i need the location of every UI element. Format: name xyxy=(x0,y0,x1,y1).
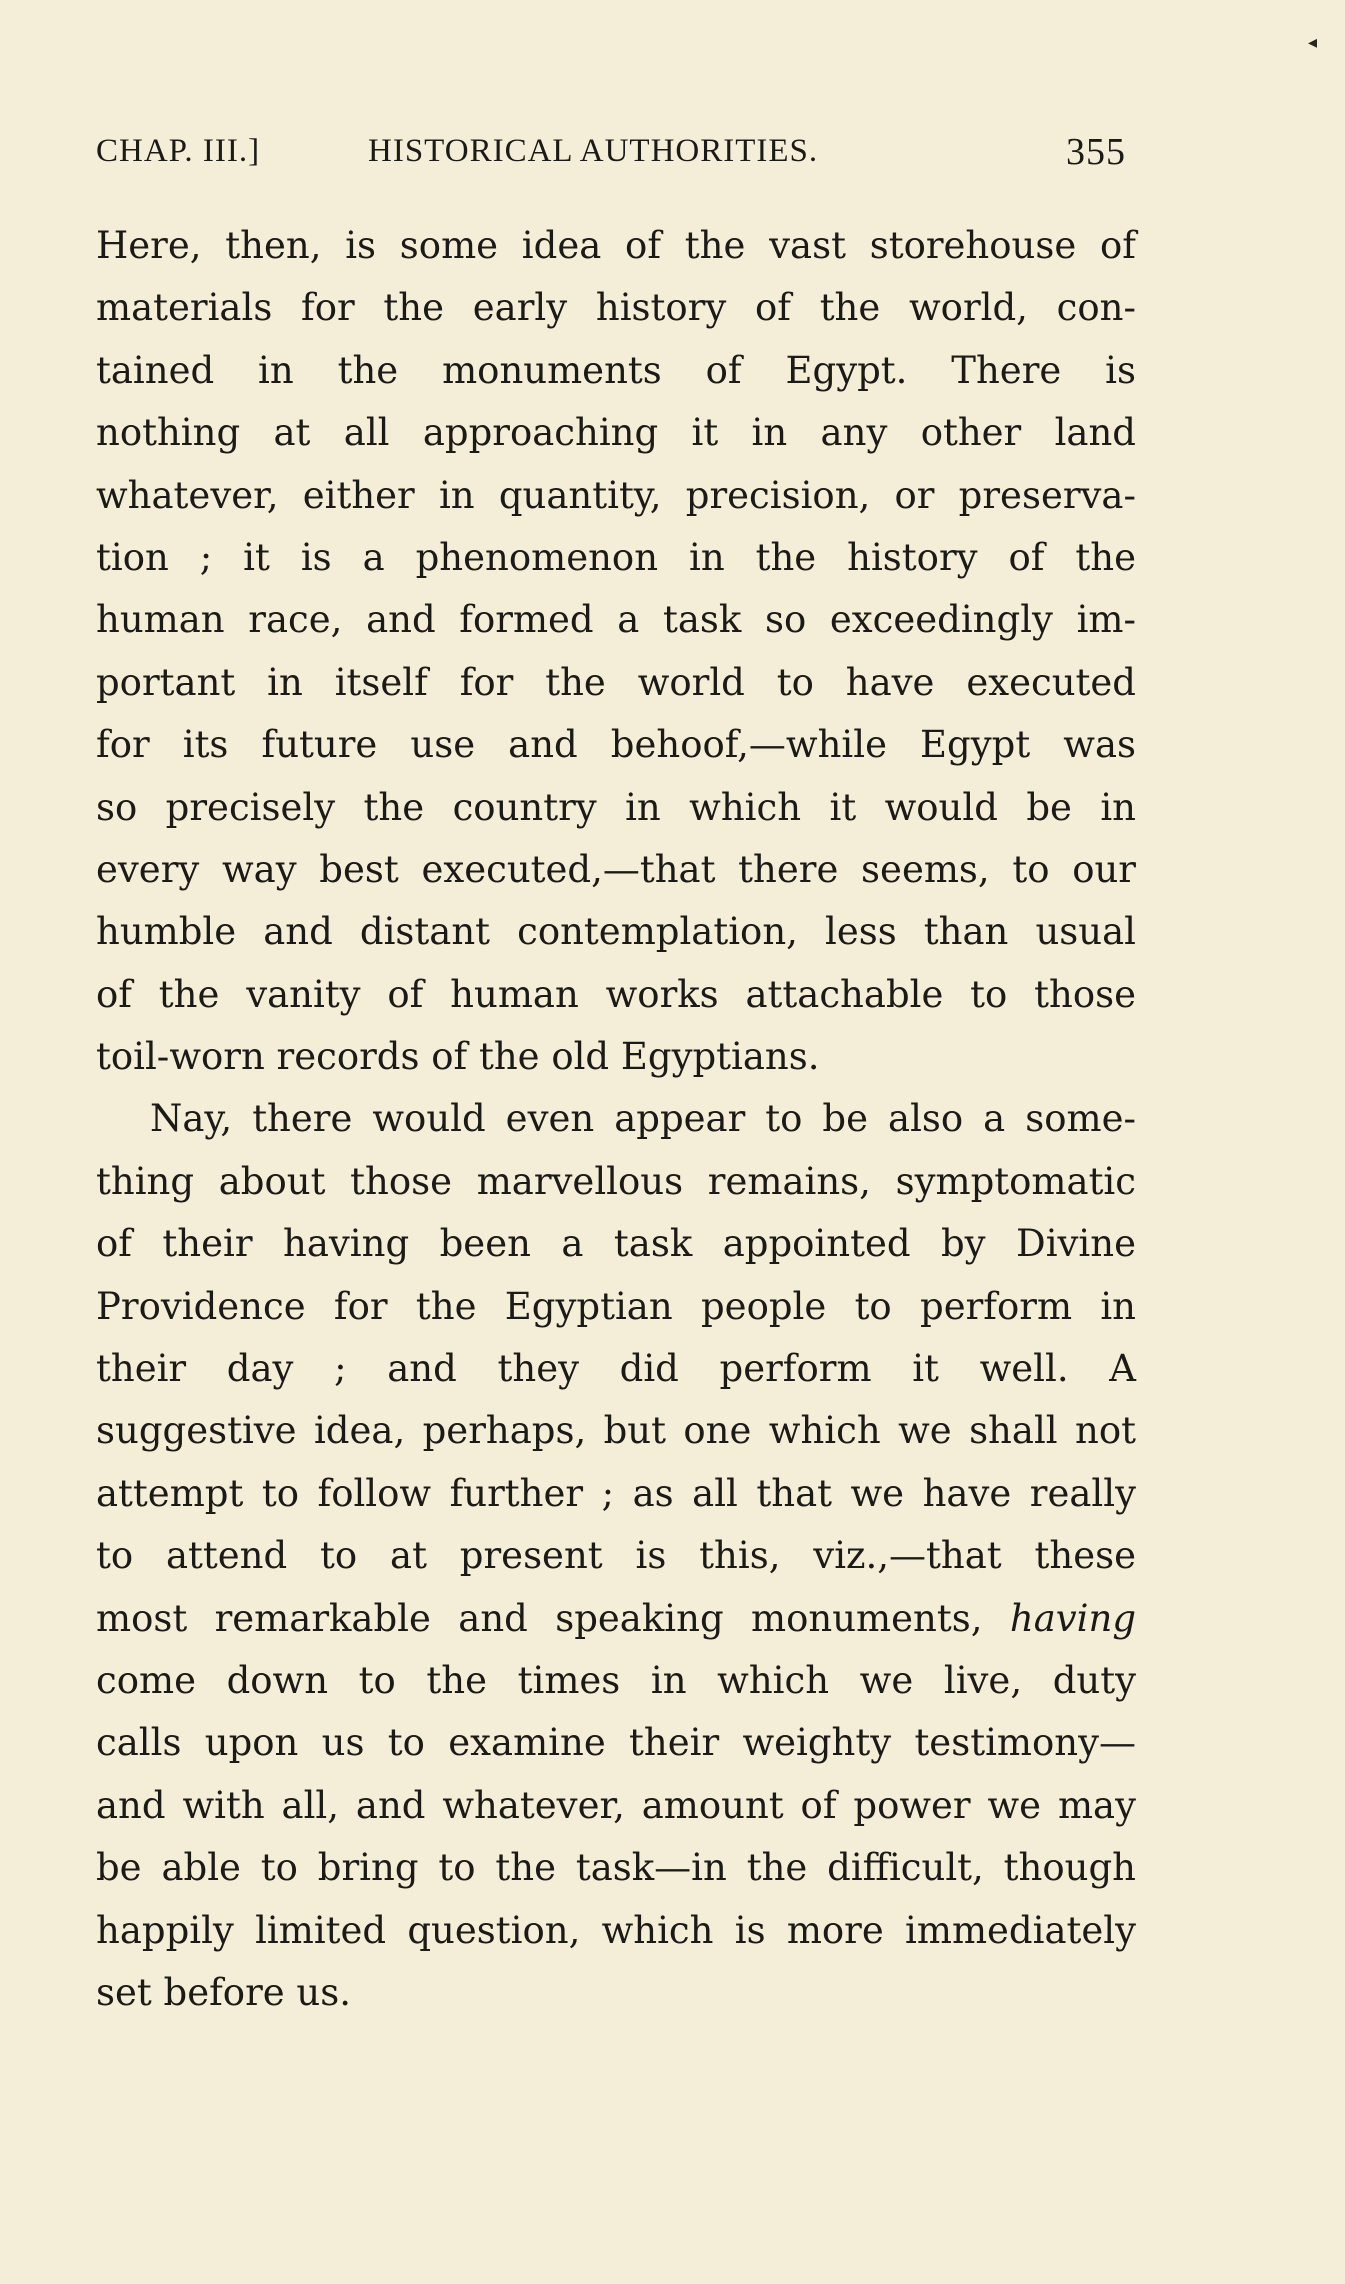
text-line: whatever, either in quantity, precision, or preserva- xyxy=(96,473,1136,517)
text-line: and with all, and whatever, amount of power we may xyxy=(96,1783,1136,1827)
text-line: of the vanity of human works attachable to those xyxy=(96,972,1136,1016)
page-number: 355 xyxy=(1066,131,1126,173)
text-line: materials for the early history of the world, con- xyxy=(96,286,1136,330)
paragraph-1 xyxy=(96,215,1136,1088)
text-line: suggestive idea, perhaps, but one which we shall not xyxy=(96,1409,1136,1453)
text-line: Here, then, is some idea of the vast storehouse of xyxy=(96,224,1136,267)
chapter-label: CHAP. III.] xyxy=(96,133,261,169)
text-line: come down to the times in which we live, duty xyxy=(96,1658,1136,1702)
text-line-with-italic xyxy=(96,1588,1136,1650)
running-header xyxy=(96,133,1126,177)
text-line: every way best executed,—that there seems, to our xyxy=(96,847,1136,891)
text-line: for its future use and behoof,—while Egypt was xyxy=(96,723,1136,767)
text-line: their day ; and they did perform it well. A xyxy=(96,1347,1136,1391)
body-text xyxy=(96,215,1136,2024)
text-line: thing about those marvellous remains, symptomatic xyxy=(96,1159,1136,1203)
text-line: Nay, there would even appear to be also a some- xyxy=(150,1097,1136,1141)
text-line: nothing at all approaching it in any other land xyxy=(96,411,1136,455)
paragraph-2 xyxy=(96,1088,1136,2024)
text-line: toil-worn records of the old Egyptians. xyxy=(96,1035,820,1079)
text-line: happily limited question, which is more immediately xyxy=(96,1908,1136,1952)
text-line: Providence for the Egyptian people to perform in xyxy=(96,1284,1136,1328)
text-line: calls upon us to examine their weighty testimony— xyxy=(96,1721,1136,1765)
text-line: human race, and formed a task so exceedingly im- xyxy=(96,598,1136,642)
italic-word: having xyxy=(1009,1596,1136,1640)
text-span: most remarkable and speaking monuments, xyxy=(96,1596,983,1640)
text-line: set before us. xyxy=(96,1970,351,2014)
text-line: attempt to follow further ; as all that we have really xyxy=(96,1471,1136,1515)
text-line: so precisely the country in which it would be in xyxy=(96,785,1136,829)
corner-mark: ◂ xyxy=(1307,32,1317,53)
running-title: HISTORICAL AUTHORITIES. xyxy=(368,133,819,169)
text-line: humble and distant contemplation, less than usual xyxy=(96,910,1136,954)
text-line: tained in the monuments of Egypt. There is xyxy=(96,348,1136,392)
text-line: be able to bring to the task—in the difficult, though xyxy=(96,1846,1136,1890)
text-line: tion ; it is a phenomenon in the history of the xyxy=(96,535,1136,579)
text-line: to attend to at present is this, viz.,—that these xyxy=(96,1534,1136,1578)
text-line: portant in itself for the world to have executed xyxy=(96,660,1136,704)
text-line: of their having been a task appointed by Divine xyxy=(96,1222,1136,1266)
